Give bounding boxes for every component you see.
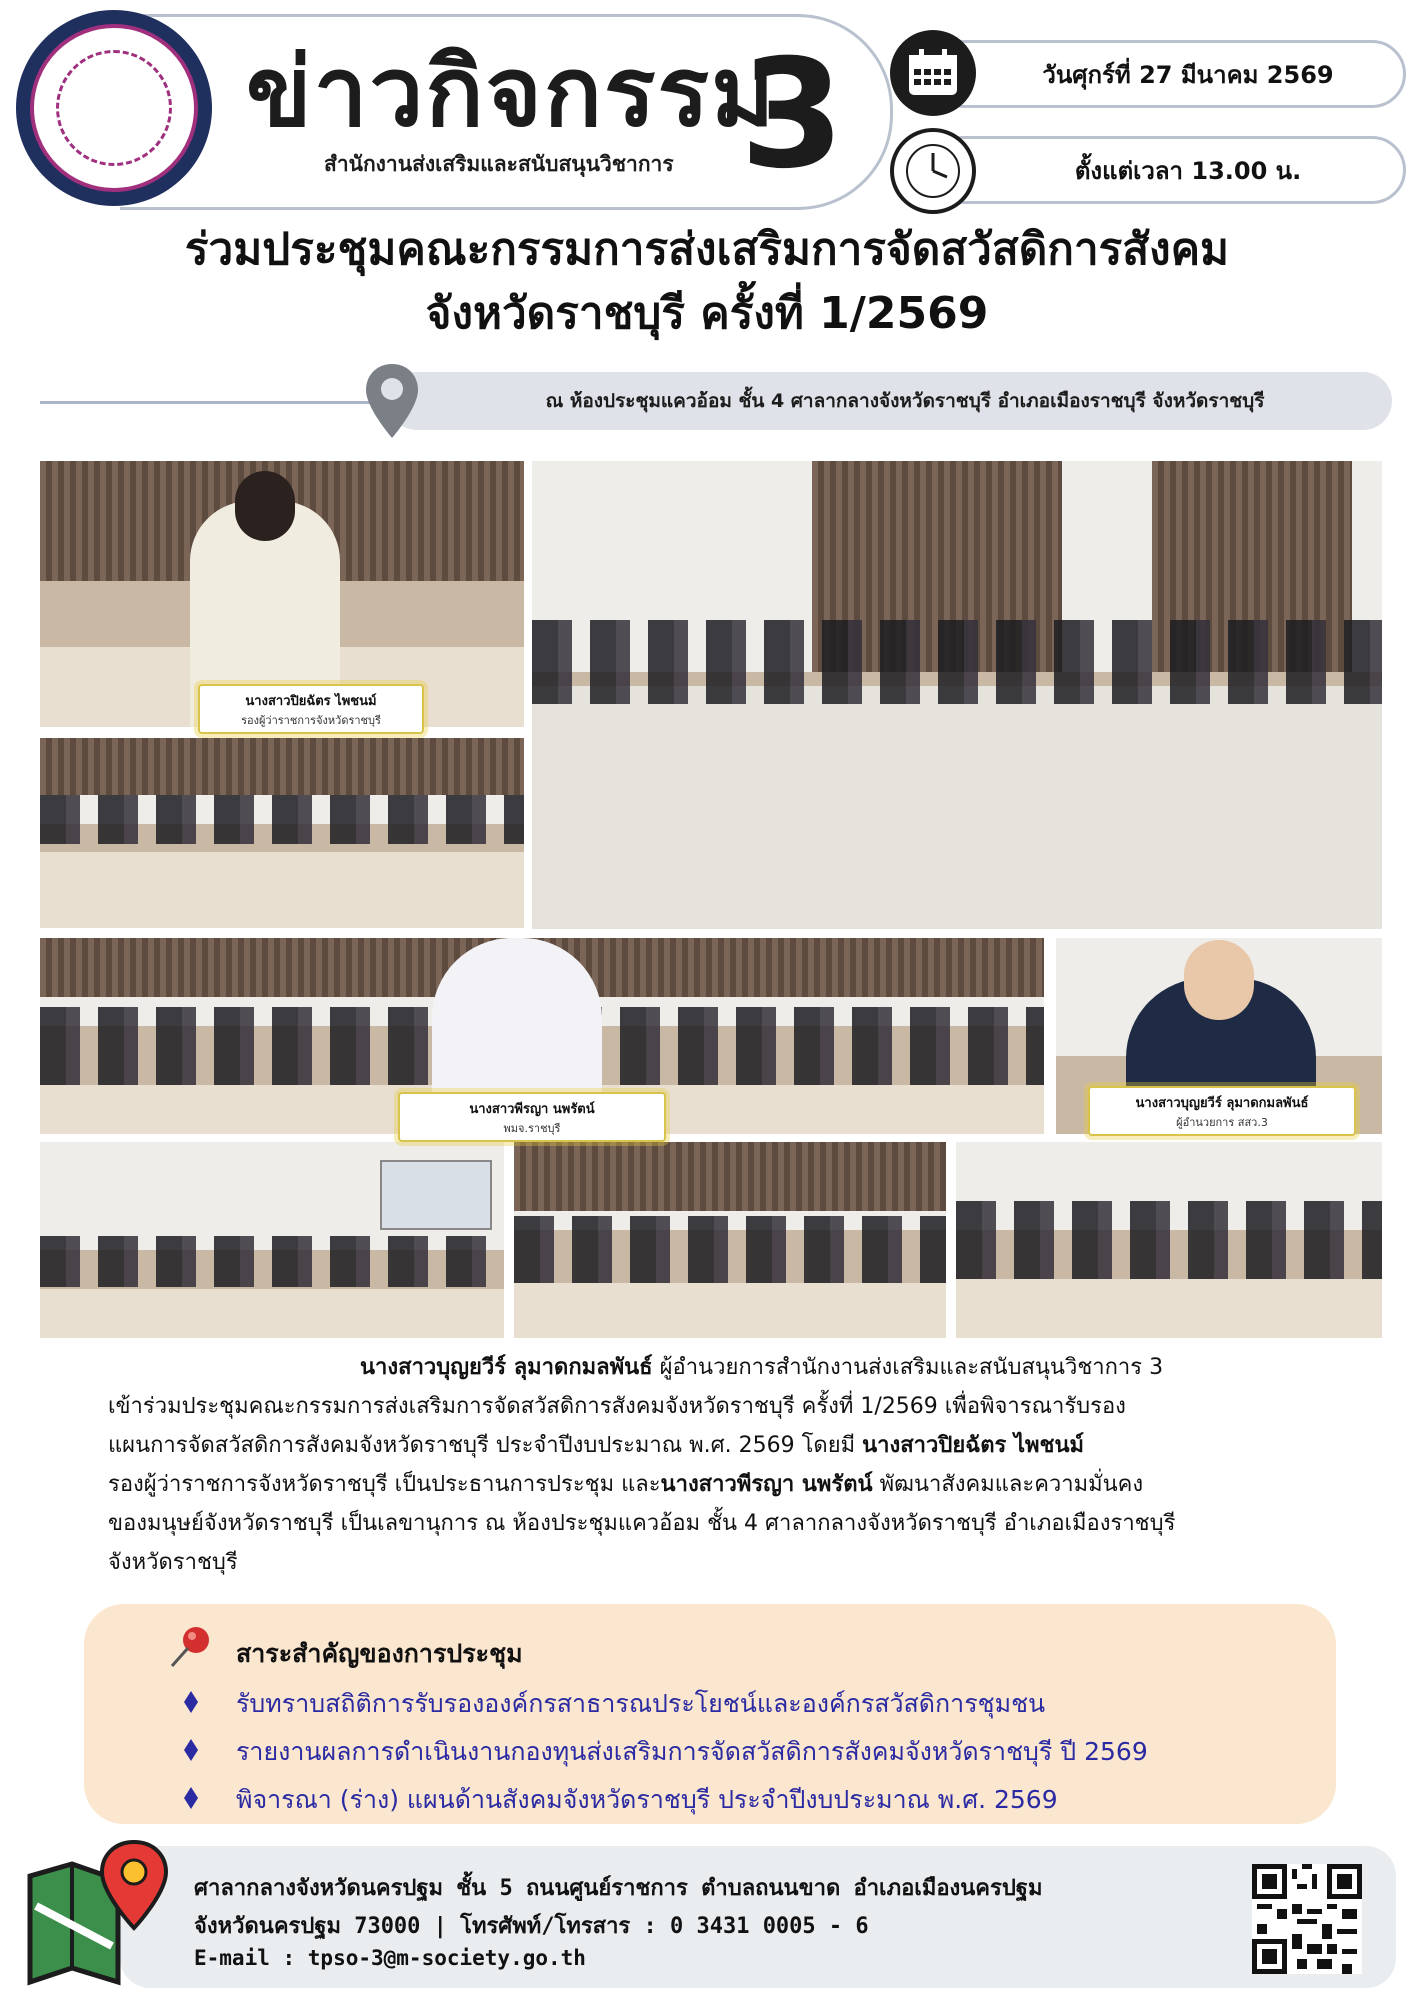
director-name: นางสาวบุญยวีร์ ลุมาดกมลพันธ์	[360, 1355, 653, 1380]
key-point-item: รายงานผลการดำเนินงานกองทุนส่งเสริมการจัดสวัสดิการสังคมจังหวัดราชบุรี ปี 2569	[236, 1737, 1148, 1766]
caption-role: พมจ.ราชบุรี	[503, 1121, 561, 1135]
body-text: พัฒนาสังคมและความมั่นคง	[872, 1472, 1144, 1497]
news-number: 3	[740, 28, 845, 202]
caption-role: รองผู้ว่าราชการจังหวัดราชบุรี	[241, 713, 381, 727]
diamond-bullet-icon	[180, 1691, 202, 1713]
photo-presentation	[40, 1142, 504, 1338]
divider	[40, 401, 380, 404]
ministry-logo	[16, 10, 212, 206]
clock-icon	[890, 128, 976, 214]
photo-attendees-center	[514, 1142, 946, 1338]
photo-attendees-right	[956, 1142, 1382, 1338]
body-text: ของมนุษย์จังหวัดราชบุรี เป็นเลขานุการ ณ ห้องประชุมแควอ้อม ชั้น 4 ศาลากลางจังหวัดราชบุรี อำเภอเมืองราชบุรี	[108, 1511, 1176, 1536]
office-name: สำนักงานส่งเสริมและสนับสนุนวิชาการ	[324, 152, 674, 176]
calendar-icon	[890, 30, 976, 116]
photo-meeting-room-wide	[532, 461, 1382, 929]
key-point-item: รับทราบสถิติการรับรององค์กรสาธารณประโยชน์และองค์กรสวัสดิการชุมชน	[236, 1689, 1046, 1718]
date-text: วันศุกร์ที่ 27 มีนาคม 2569	[1042, 60, 1334, 89]
caption-role: ผู้อำนวยการ สสว.3	[1176, 1115, 1268, 1129]
time-pill	[930, 136, 1406, 204]
headline-line-2: จังหวัดราชบุรี ครั้งที่ 1/2569	[425, 288, 989, 339]
body-text: แผนการจัดสวัสดิการสังคมจังหวัดราชบุรี ประจำปีงบประมาณ พ.ศ. 2569 โดยมี	[108, 1433, 863, 1458]
map-location-icon	[22, 1836, 172, 1986]
body-text: ผู้อำนวยการสำนักงานส่งเสริมและสนับสนุนวิชาการ 3	[652, 1355, 1164, 1380]
location-bar	[388, 372, 1392, 430]
date-pill	[930, 40, 1406, 108]
key-point-item: พิจารณา (ร่าง) แผนด้านสังคมจังหวัดราชบุรี ประจำปีงบประมาณ พ.ศ. 2569	[236, 1785, 1058, 1814]
body-text: รองผู้ว่าราชการจังหวัดราชบุรี เป็นประธานการประชุม และ	[108, 1472, 661, 1497]
caption-secretary	[398, 1092, 666, 1142]
headline-line-1: ร่วมประชุมคณะกรรมการส่งเสริมการจัดสวัสดิการสังคม	[184, 224, 1230, 275]
headline	[0, 218, 1414, 346]
location-pin-icon	[364, 362, 420, 440]
caption-director	[1088, 1086, 1356, 1136]
key-points-title: สาระสำคัญของการประชุม	[236, 1639, 523, 1668]
body-paragraph	[108, 1348, 1318, 1582]
diamond-bullet-icon	[180, 1787, 202, 1809]
diamond-bullet-icon	[180, 1739, 202, 1761]
pushpin-icon	[168, 1624, 214, 1670]
location-text: ณ ห้องประชุมแควอ้อม ชั้น 4 ศาลากลางจังหวัดราชบุรี อำเภอเมืองราชบุรี จังหวัดราชบุรี	[545, 390, 1265, 412]
caption-name: นางสาวบุญยวีร์ ลุมาดกมลพันธ์	[1135, 1095, 1309, 1111]
caption-name: นางสาวปิยฉัตร ไพชนม์	[245, 693, 377, 709]
caption-vice-governor	[198, 684, 424, 734]
chair-name: นางสาวปิยฉัตร ไพชนม์	[862, 1433, 1085, 1458]
footer-email: E-mail : tpso-3@m-society.go.th	[194, 1946, 586, 1970]
qr-code-icon	[1252, 1864, 1362, 1974]
footer-address: ศาลากลางจังหวัดนครปฐม ชั้น 5 ถนนศูนย์ราชการ ตำบลถนนขาด อำเภอเมืองนครปฐม	[194, 1876, 1043, 1901]
secretary-name: นางสาวพีรญา นพรัตน์	[660, 1472, 873, 1497]
body-text: เข้าร่วมประชุมคณะกรรมการส่งเสริมการจัดสวัสดิการสังคมจังหวัดราชบุรี ครั้งที่ 1/2569 เพื่อพิจารณารับรอง	[108, 1394, 1126, 1419]
time-text: ตั้งแต่เวลา 13.00 น.	[1074, 156, 1302, 185]
photo-committee-row	[40, 738, 524, 928]
footer-contact: จังหวัดนครปฐม 73000 | โทรศัพท์/โทรสาร : 0 3431 0005 - 6	[194, 1914, 869, 1939]
caption-name: นางสาวพีรญา นพรัตน์	[469, 1101, 595, 1117]
news-title: ข่าวกิจกรรม	[246, 36, 777, 148]
body-text: จังหวัดราชบุรี	[108, 1550, 238, 1575]
